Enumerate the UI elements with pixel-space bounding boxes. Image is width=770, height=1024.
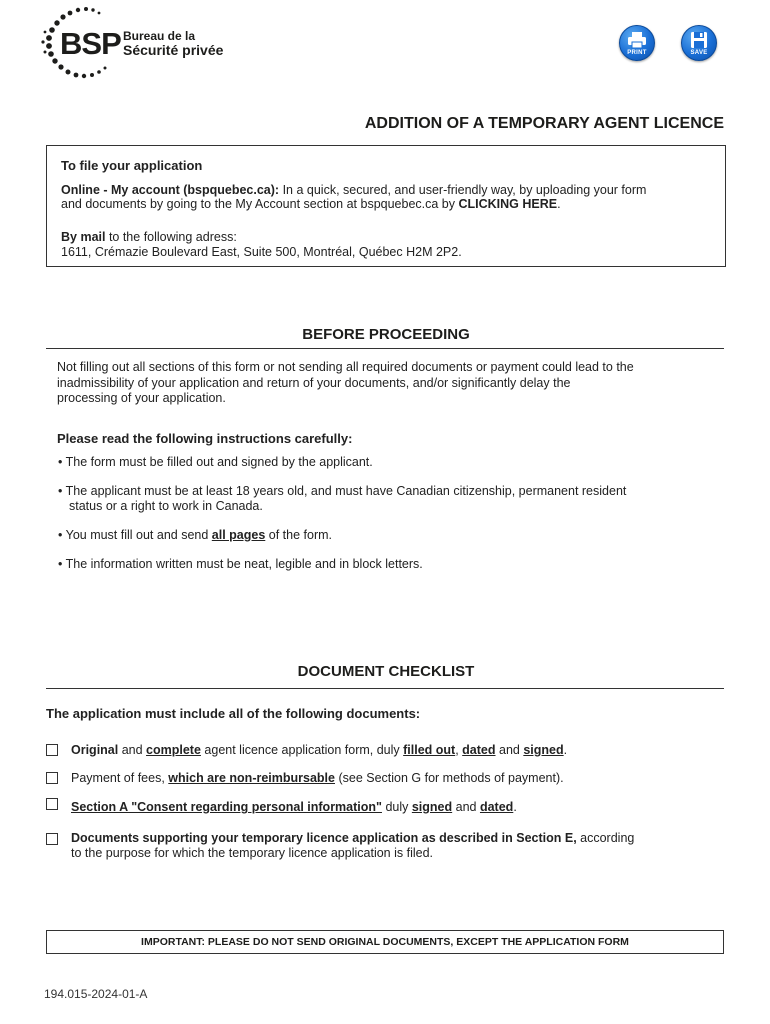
- item-1-part: filled out: [403, 743, 456, 757]
- item-3-part: .: [513, 800, 517, 814]
- document-title: ADDITION OF A TEMPORARY AGENT LICENCE: [364, 115, 724, 132]
- filing-heading: To file your application: [61, 158, 203, 173]
- mail-line: [61, 230, 237, 245]
- section-divider: [46, 688, 724, 689]
- item-1-part: dated: [462, 743, 496, 757]
- before-intro-1: Not filling out all sections of this form or not sending all required documents or payment could lead to the: [57, 360, 634, 374]
- online-end: .: [557, 197, 561, 211]
- item-2-part: (see Section G for methods of payment).: [335, 771, 564, 785]
- mail-label: By mail: [61, 230, 106, 244]
- instructions-heading: Please read the following instructions carefully:: [57, 431, 353, 446]
- checklist-checkbox-1[interactable]: [46, 744, 58, 756]
- save-button[interactable]: [681, 25, 717, 61]
- bullet-3-text: You must fill out and send: [65, 528, 212, 542]
- logo-short-name: BSP: [60, 26, 121, 61]
- print-button[interactable]: [619, 25, 655, 61]
- instruction-bullet-4: • The information written must be neat, legible and in block letters.: [58, 557, 423, 571]
- item-2-part: Payment of fees,: [71, 771, 169, 785]
- online-text: In a quick, secured, and user-friendly way, by uploading your form: [279, 183, 647, 197]
- item-1-part: and: [495, 743, 524, 757]
- section-divider: [46, 348, 724, 349]
- item-3-part: signed: [411, 800, 453, 814]
- instruction-bullet-2: • The applicant must be at least 18 years old, and must have Canadian citizenship, permanent resident: [58, 484, 627, 498]
- checklist-item-4: [71, 831, 634, 846]
- checklist-item-2: [71, 771, 564, 786]
- checklist-item-4-continued: to the purpose for which the temporary licence application is filed.: [71, 846, 433, 860]
- checklist-checkbox-4[interactable]: [46, 833, 58, 845]
- instruction-bullet-3: • You must fill out and send all pages of the form.: [58, 528, 332, 542]
- checklist-intro: The application must include all of the following documents:: [46, 706, 421, 721]
- item-1-part: Original: [71, 743, 119, 757]
- item-3-part: dated: [479, 800, 514, 814]
- checklist-checkbox-2[interactable]: [46, 772, 58, 784]
- online-line-1: [61, 183, 646, 198]
- bullet-2-continued: status or a right to work in Canada.: [69, 499, 263, 513]
- before-intro-3: processing of your application.: [57, 391, 226, 405]
- before-proceeding-heading: BEFORE PROCEEDING: [302, 326, 470, 343]
- item-1-part: agent licence application form, duly: [200, 743, 404, 757]
- printer-icon: [627, 31, 647, 49]
- item-1-part: and: [118, 743, 147, 757]
- mail-text: to the following adress:: [105, 230, 237, 244]
- item-4-part: according: [576, 831, 635, 845]
- online-label: Online - My account (bspquebec.ca):: [61, 183, 280, 197]
- document-checklist-heading: DOCUMENT CHECKLIST: [297, 663, 475, 680]
- online-text-2: and documents by going to the My Account section at bspquebec.ca by: [61, 197, 459, 211]
- checklist-item-1: [71, 743, 567, 758]
- print-label: PRINT: [627, 50, 647, 56]
- item-3-part: Section A "Consent regarding personal information": [71, 800, 382, 814]
- item-2-part: which are non-reimbursable: [168, 771, 335, 785]
- clicking-here-link[interactable]: CLICKING HERE: [458, 197, 558, 211]
- item-3-part: and: [452, 800, 480, 814]
- item-1-part: .: [563, 743, 568, 757]
- instruction-bullet-1: • The form must be filled out and signed by the applicant.: [58, 455, 373, 469]
- bullet-1-text: The form must be filled out and signed by the applicant.: [65, 455, 373, 469]
- logo-line-2: Sécurité privée: [123, 42, 224, 58]
- bullet-4-text: The information written must be neat, legible and in block letters.: [65, 557, 423, 571]
- bullet-2-text: The applicant must be at least 18 years old, and must have Canadian citizenship, permanent resident: [65, 484, 627, 498]
- item-4-part: Documents supporting your temporary licence application as described in Section E,: [71, 831, 577, 845]
- item-1-part: complete: [146, 743, 201, 757]
- floppy-disk-icon: [689, 31, 709, 49]
- logo-line-1: Bureau de la: [123, 29, 196, 43]
- before-intro-2: inadmissibility of your application and return of your documents, and/or significantly delay the: [57, 376, 571, 390]
- checklist-item-3: [71, 800, 517, 815]
- mail-address: 1611, Crémazie Boulevard East, Suite 500, Montréal, Québec H2M 2P2.: [61, 245, 462, 259]
- checklist-checkbox-3[interactable]: [46, 798, 58, 810]
- item-1-part: ,: [455, 743, 463, 757]
- item-1-part: signed: [523, 743, 564, 757]
- all-pages-emphasis: all pages: [211, 528, 266, 542]
- save-label: SAVE: [690, 50, 708, 56]
- important-notice: IMPORTANT: PLEASE DO NOT SEND ORIGINAL DOCUMENTS, EXCEPT THE APPLICATION FORM: [46, 930, 724, 954]
- form-code: 194.015-2024-01-A: [44, 987, 148, 1001]
- online-line-2: [61, 197, 561, 212]
- bullet-3-end: of the form.: [265, 528, 332, 542]
- item-3-part: duly: [381, 800, 412, 814]
